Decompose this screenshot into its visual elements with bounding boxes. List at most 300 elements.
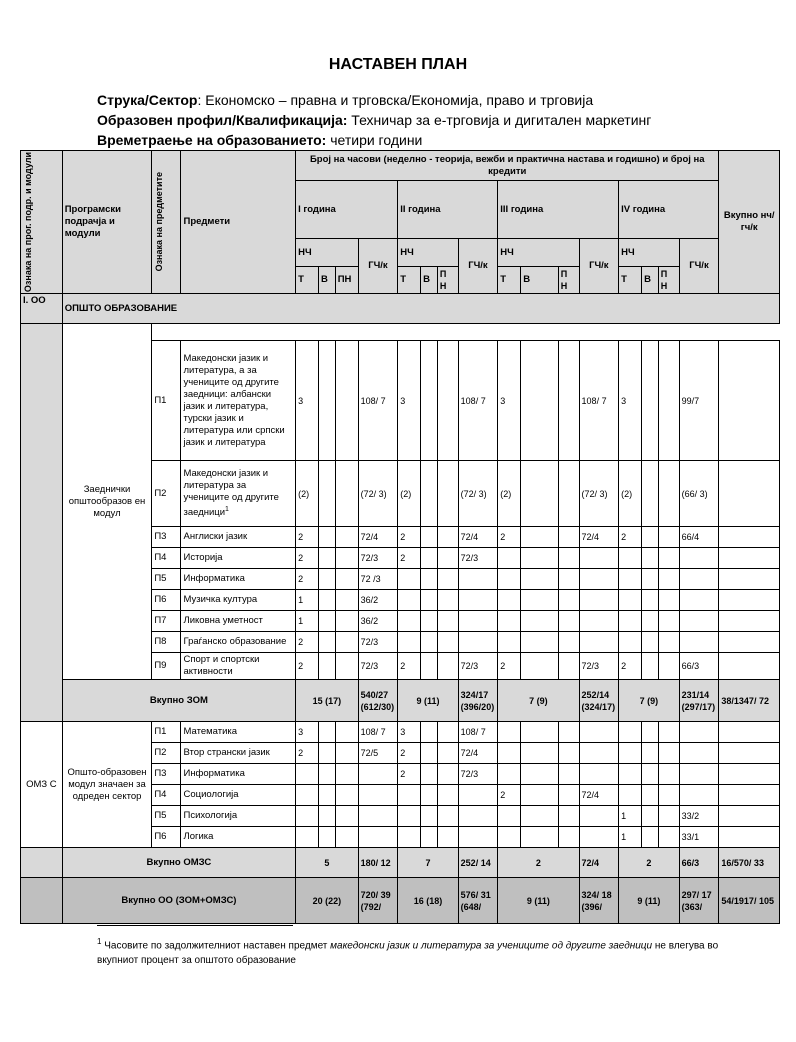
y2-total-annual: 252/ 14 (458, 848, 498, 878)
y1-exercise-hours (319, 785, 336, 806)
y4-exercise-hours (642, 653, 659, 680)
y3-practice-hours (558, 611, 579, 632)
y3-exercise-hours (521, 590, 559, 611)
row-total-cell (719, 569, 780, 590)
y1-exercise-hours (319, 722, 336, 743)
y1-theory-hours (296, 806, 319, 827)
y3-practice-hours (558, 548, 579, 569)
y3-theory-hours (498, 722, 521, 743)
footnote-divider (97, 925, 293, 926)
y4-total-annual: 231/14 (297/17) (679, 680, 719, 722)
row-total-cell (719, 653, 780, 680)
y4-practice-hours (658, 764, 679, 785)
y4-total-annual: 297/ 17 (363/ (679, 878, 719, 924)
y1-exercise-hours (319, 548, 336, 569)
y3-practice-hours (558, 527, 579, 548)
y4-theory-hours (619, 548, 642, 569)
y4-exercise-hours (642, 806, 659, 827)
y2-exercise-hours (421, 653, 438, 680)
y1-annual-hours-credits: 72/4 (358, 527, 398, 548)
y2-annual-hours-credits (458, 806, 498, 827)
y4-practice-hours (658, 611, 679, 632)
row-total-cell (719, 632, 780, 653)
y3-exercise-hours (521, 764, 559, 785)
y1-annual-hours-credits (358, 827, 398, 848)
y2-total-weekly: 16 (18) (398, 878, 458, 924)
y3-annual-hours-credits: 72/3 (579, 653, 619, 680)
y2-total-weekly: 7 (398, 848, 458, 878)
subject-code: П5 (152, 806, 181, 827)
y2-theory-hours (398, 569, 421, 590)
grand-total-cell: 38/1347/ 72 (719, 680, 780, 722)
y1-nc-header: НЧ (296, 239, 359, 267)
y3-practice-hours (558, 569, 579, 590)
subject-name: Ликовна уметност (181, 611, 296, 632)
y4-practice-hours (658, 743, 679, 764)
profile-label: Образовен профил/Квалификација: (97, 112, 348, 128)
total-label: Вкупно ОО (ЗОМ+ОМЗС) (62, 878, 295, 924)
y4-annual-hours-credits (679, 548, 719, 569)
y4-annual-hours-credits (679, 764, 719, 785)
y1-practice-hours (335, 722, 358, 743)
section-name: ОПШТО ОБРАЗОВАНИЕ (62, 294, 779, 324)
y1-exercise-hours (319, 827, 336, 848)
subject-code-col-header: Ознака на предметите (152, 151, 181, 294)
total-code-cell (21, 878, 63, 924)
y1-theory-hours: 3 (296, 341, 319, 461)
y3-theory-hours (498, 764, 521, 785)
y4-practice-hours (658, 590, 679, 611)
y2-exercise-hours (421, 461, 438, 527)
y3-gck-header: ГЧ/к (579, 239, 619, 294)
y2-practice-hours (437, 806, 458, 827)
y3-exercise-hours (521, 722, 559, 743)
subject-code: П1 (152, 341, 181, 461)
subject-name: Спорт и спортски активности (181, 653, 296, 680)
y4-total-weekly: 7 (9) (619, 680, 679, 722)
y4-theory-hours (619, 569, 642, 590)
y1-practice-hours (335, 461, 358, 527)
y4-v-header: В (642, 267, 659, 294)
y3-total-annual: 72/4 (579, 848, 619, 878)
y2-practice-hours (437, 461, 458, 527)
y1-total-weekly: 15 (17) (296, 680, 359, 722)
grand-total-cell: 16/570/ 33 (719, 848, 780, 878)
y2-exercise-hours (421, 548, 438, 569)
y1-exercise-hours (319, 611, 336, 632)
row-total-cell (719, 785, 780, 806)
y1-annual-hours-credits: 72/3 (358, 548, 398, 569)
y4-theory-hours (619, 743, 642, 764)
y2-nc-header: НЧ (398, 239, 458, 267)
y3-practice-hours (558, 785, 579, 806)
total-row (21, 680, 780, 722)
y4-practice-hours (658, 632, 679, 653)
y1-theory-hours (296, 764, 319, 785)
y1-theory-hours: (2) (296, 461, 319, 527)
y1-annual-hours-credits: 36/2 (358, 611, 398, 632)
zom-code-cell (21, 324, 63, 722)
y1-theory-hours (296, 785, 319, 806)
row-total-cell (719, 461, 780, 527)
subject-code: П4 (152, 785, 181, 806)
y4-practice-hours (658, 653, 679, 680)
y3-annual-hours-credits (579, 722, 619, 743)
y4-gck-header: ГЧ/к (679, 239, 719, 294)
y1-annual-hours-credits: 36/2 (358, 590, 398, 611)
y3-v-header: В (521, 267, 559, 294)
y1-pn-header: ПН (335, 267, 358, 294)
section-code: I. ОО (21, 294, 63, 324)
y1-t-header: Т (296, 267, 319, 294)
y1-practice-hours (335, 611, 358, 632)
y2-v-header: В (421, 267, 438, 294)
subject-name: Историја (181, 548, 296, 569)
y3-annual-hours-credits (579, 548, 619, 569)
y4-practice-hours (658, 527, 679, 548)
total-row (21, 878, 780, 924)
y3-exercise-hours (521, 569, 559, 590)
y2-annual-hours-credits: 108/ 7 (458, 722, 498, 743)
y3-total-weekly: 2 (498, 848, 579, 878)
y2-exercise-hours (421, 722, 438, 743)
duration-value: четири години (326, 132, 423, 148)
y2-annual-hours-credits (458, 611, 498, 632)
subject-name: Социологија (181, 785, 296, 806)
y3-annual-hours-credits (579, 632, 619, 653)
subject-code: П7 (152, 611, 181, 632)
y3-annual-hours-credits (579, 569, 619, 590)
subject-code: П6 (152, 827, 181, 848)
y2-practice-hours (437, 722, 458, 743)
y3-theory-hours (498, 806, 521, 827)
page-title: НАСТАВЕН ПЛАН (328, 56, 468, 73)
y2-theory-hours (398, 632, 421, 653)
y1-practice-hours (335, 785, 358, 806)
duration-label: Времетраење на образованието: (97, 132, 327, 148)
y4-exercise-hours (642, 722, 659, 743)
subject-name: Информатика (181, 569, 296, 590)
y3-total-weekly: 9 (11) (498, 878, 579, 924)
y3-theory-hours (498, 548, 521, 569)
y4-exercise-hours (642, 527, 659, 548)
y4-practice-hours (658, 341, 679, 461)
y1-total-weekly: 5 (296, 848, 359, 878)
y1-annual-hours-credits (358, 785, 398, 806)
y2-annual-hours-credits (458, 632, 498, 653)
subject-code: П3 (152, 764, 181, 785)
y4-exercise-hours (642, 590, 659, 611)
y1-theory-hours: 3 (296, 722, 319, 743)
y4-total-weekly: 9 (11) (619, 878, 679, 924)
y2-total-annual: 324/17 (396/20) (458, 680, 498, 722)
y2-practice-hours (437, 548, 458, 569)
y1-theory-hours: 2 (296, 653, 319, 680)
y3-total-annual: 324/ 18 (396/ (579, 878, 619, 924)
y2-exercise-hours (421, 743, 438, 764)
y1-annual-hours-credits: 72/3 (358, 632, 398, 653)
y1-total-annual: 540/27 (612/30) (358, 680, 398, 722)
y3-annual-hours-credits (579, 611, 619, 632)
y1-theory-hours (296, 827, 319, 848)
y1-exercise-hours (319, 743, 336, 764)
y4-theory-hours (619, 632, 642, 653)
subject-name: Математика (181, 722, 296, 743)
y3-practice-hours (558, 590, 579, 611)
y2-exercise-hours (421, 527, 438, 548)
subject-name: Логика (181, 827, 296, 848)
y4-exercise-hours (642, 548, 659, 569)
total-code-cell (21, 848, 63, 878)
y1-annual-hours-credits (358, 764, 398, 785)
y2-exercise-hours (421, 590, 438, 611)
y4-exercise-hours (642, 827, 659, 848)
y2-practice-hours (437, 743, 458, 764)
y1-total-annual: 720/ 39 (792/ (358, 878, 398, 924)
y1-practice-hours (335, 548, 358, 569)
subjects-col-header: Предмети (181, 151, 296, 294)
y1-practice-hours (335, 341, 358, 461)
y1-exercise-hours (319, 461, 336, 527)
y2-theory-hours (398, 590, 421, 611)
sector-line (97, 90, 593, 110)
y2-annual-hours-credits (458, 785, 498, 806)
y2-annual-hours-credits (458, 569, 498, 590)
y3-annual-hours-credits: 108/ 7 (579, 341, 619, 461)
y1-practice-hours (335, 527, 358, 548)
area-col-header: Програмски подрачја и модули (62, 151, 152, 294)
y2-practice-hours (437, 590, 458, 611)
y2-practice-hours (437, 653, 458, 680)
y3-exercise-hours (521, 743, 559, 764)
y4-practice-hours (658, 722, 679, 743)
row-total-cell (719, 827, 780, 848)
y4-exercise-hours (642, 611, 659, 632)
subject-code: П4 (152, 548, 181, 569)
y3-practice-hours (558, 743, 579, 764)
omzs-code: ОМЗ С (21, 722, 63, 848)
y1-theory-hours: 1 (296, 611, 319, 632)
y3-exercise-hours (521, 611, 559, 632)
y4-t-header: Т (619, 267, 642, 294)
grand-total-cell: 54/1917/ 105 (719, 878, 780, 924)
y2-practice-hours (437, 827, 458, 848)
y2-annual-hours-credits (458, 827, 498, 848)
y2-annual-hours-credits: 72/3 (458, 764, 498, 785)
y4-exercise-hours (642, 569, 659, 590)
y3-nc-header: НЧ (498, 239, 579, 267)
y1-exercise-hours (319, 590, 336, 611)
y4-exercise-hours (642, 785, 659, 806)
y1-exercise-hours (319, 341, 336, 461)
y4-annual-hours-credits: 33/2 (679, 806, 719, 827)
y3-exercise-hours (521, 827, 559, 848)
y1-theory-hours: 2 (296, 527, 319, 548)
y4-theory-hours: 2 (619, 653, 642, 680)
y1-annual-hours-credits: 72/5 (358, 743, 398, 764)
y3-t-header: Т (498, 267, 521, 294)
subject-name: Граѓанско образование (181, 632, 296, 653)
y3-annual-hours-credits (579, 806, 619, 827)
y1-practice-hours (335, 632, 358, 653)
y2-theory-hours: 2 (398, 527, 421, 548)
year3-header: III година (498, 181, 619, 239)
y2-exercise-hours (421, 806, 438, 827)
y4-theory-hours (619, 611, 642, 632)
y2-theory-hours: 3 (398, 341, 421, 461)
y4-annual-hours-credits: 66/3 (679, 653, 719, 680)
y4-annual-hours-credits (679, 611, 719, 632)
y2-theory-hours (398, 611, 421, 632)
y3-theory-hours: 2 (498, 785, 521, 806)
y1-practice-hours (335, 806, 358, 827)
y4-theory-hours: 3 (619, 341, 642, 461)
y1-gck-header: ГЧ/к (358, 239, 398, 294)
y3-annual-hours-credits (579, 764, 619, 785)
y3-practice-hours (558, 806, 579, 827)
subject-code: П2 (152, 743, 181, 764)
y2-practice-hours (437, 527, 458, 548)
y1-annual-hours-credits (358, 806, 398, 827)
y4-practice-hours (658, 785, 679, 806)
y4-theory-hours (619, 590, 642, 611)
y4-total-weekly: 2 (619, 848, 679, 878)
y2-annual-hours-credits (458, 590, 498, 611)
y4-theory-hours (619, 722, 642, 743)
y3-annual-hours-credits (579, 590, 619, 611)
y4-theory-hours: 1 (619, 827, 642, 848)
y3-theory-hours (498, 611, 521, 632)
y2-practice-hours (437, 611, 458, 632)
subject-code: П5 (152, 569, 181, 590)
curriculum-table (20, 150, 780, 924)
y4-annual-hours-credits (679, 632, 719, 653)
subject-name: Информатика (181, 764, 296, 785)
y1-practice-hours (335, 653, 358, 680)
row-total-cell (719, 764, 780, 785)
year4-header: IV година (619, 181, 719, 239)
subject-code: П9 (152, 653, 181, 680)
y2-exercise-hours (421, 632, 438, 653)
row-total-cell (719, 743, 780, 764)
subject-code: П2 (152, 461, 181, 527)
y3-total-weekly: 7 (9) (498, 680, 579, 722)
row-total-cell (719, 806, 780, 827)
y2-theory-hours: 3 (398, 722, 421, 743)
y4-exercise-hours (642, 341, 659, 461)
y3-practice-hours (558, 632, 579, 653)
y4-total-annual: 66/3 (679, 848, 719, 878)
y1-practice-hours (335, 590, 358, 611)
y2-annual-hours-credits: 108/ 7 (458, 341, 498, 461)
y1-theory-hours: 2 (296, 569, 319, 590)
y3-exercise-hours (521, 527, 559, 548)
y4-pn-header: П Н (658, 267, 679, 294)
y3-theory-hours: 2 (498, 653, 521, 680)
y2-pn-header: П Н (437, 267, 458, 294)
y4-theory-hours (619, 764, 642, 785)
y4-theory-hours: (2) (619, 461, 642, 527)
subject-code: П8 (152, 632, 181, 653)
y2-theory-hours: 2 (398, 743, 421, 764)
omzs-module-name: Општо-образовен модул значаен за одреден сектор (62, 722, 152, 848)
y4-practice-hours (658, 569, 679, 590)
row-total-cell (719, 548, 780, 569)
y2-annual-hours-credits: (72/ 3) (458, 461, 498, 527)
y3-practice-hours (558, 653, 579, 680)
y2-exercise-hours (421, 764, 438, 785)
y3-total-annual: 252/14 (324/17) (579, 680, 619, 722)
y2-theory-hours: (2) (398, 461, 421, 527)
y3-theory-hours (498, 743, 521, 764)
y4-exercise-hours (642, 461, 659, 527)
subject-name: Втор странски јазик (181, 743, 296, 764)
y2-exercise-hours (421, 827, 438, 848)
footnote: $^1$ Часовите по задолжителниот наставен предмет македонски јазик и литература за учениците од другите заедници не влегува во вкупниот процент за општото образование (97, 937, 719, 967)
y3-theory-hours: (2) (498, 461, 521, 527)
y2-annual-hours-credits: 72/4 (458, 527, 498, 548)
y3-annual-hours-credits (579, 827, 619, 848)
y4-theory-hours: 2 (619, 527, 642, 548)
y4-annual-hours-credits: (66/ 3) (679, 461, 719, 527)
y1-annual-hours-credits: 72 /3 (358, 569, 398, 590)
y4-annual-hours-credits (679, 785, 719, 806)
y1-annual-hours-credits: 72/3 (358, 653, 398, 680)
subject-code: П6 (152, 590, 181, 611)
y3-theory-hours (498, 632, 521, 653)
y3-exercise-hours (521, 548, 559, 569)
profile-line (97, 110, 651, 130)
subject-name: Психологија (181, 806, 296, 827)
duration-line (97, 130, 422, 150)
y1-practice-hours (335, 827, 358, 848)
y3-annual-hours-credits: 72/4 (579, 527, 619, 548)
y1-total-weekly: 20 (22) (296, 878, 359, 924)
y3-exercise-hours (521, 806, 559, 827)
y4-exercise-hours (642, 743, 659, 764)
y1-exercise-hours (319, 764, 336, 785)
y4-annual-hours-credits: 99/7 (679, 341, 719, 461)
y3-practice-hours (558, 722, 579, 743)
y3-annual-hours-credits (579, 743, 619, 764)
y3-exercise-hours (521, 461, 559, 527)
y1-exercise-hours (319, 806, 336, 827)
y1-v-header: В (319, 267, 336, 294)
y4-nc-header: НЧ (619, 239, 679, 267)
row-total-cell (719, 722, 780, 743)
y4-theory-hours: 1 (619, 806, 642, 827)
y4-annual-hours-credits (679, 569, 719, 590)
y3-annual-hours-credits: (72/ 3) (579, 461, 619, 527)
spacer-row (21, 324, 780, 341)
y2-exercise-hours (421, 341, 438, 461)
y1-practice-hours (335, 569, 358, 590)
y3-exercise-hours (521, 632, 559, 653)
y4-practice-hours (658, 548, 679, 569)
y4-exercise-hours (642, 764, 659, 785)
y2-annual-hours-credits: 72/3 (458, 653, 498, 680)
y1-theory-hours: 2 (296, 632, 319, 653)
y3-theory-hours: 2 (498, 527, 521, 548)
row-total-cell (719, 341, 780, 461)
y3-pn-header: П Н (558, 267, 579, 294)
y2-gck-header: ГЧ/к (458, 239, 498, 294)
y2-theory-hours: 2 (398, 653, 421, 680)
zom-module-name: Заеднички општообразов ен модул (62, 324, 152, 680)
code-col-header: Ознака на прог. подр. и модули (21, 151, 63, 294)
y2-theory-hours: 2 (398, 548, 421, 569)
y2-practice-hours (437, 632, 458, 653)
